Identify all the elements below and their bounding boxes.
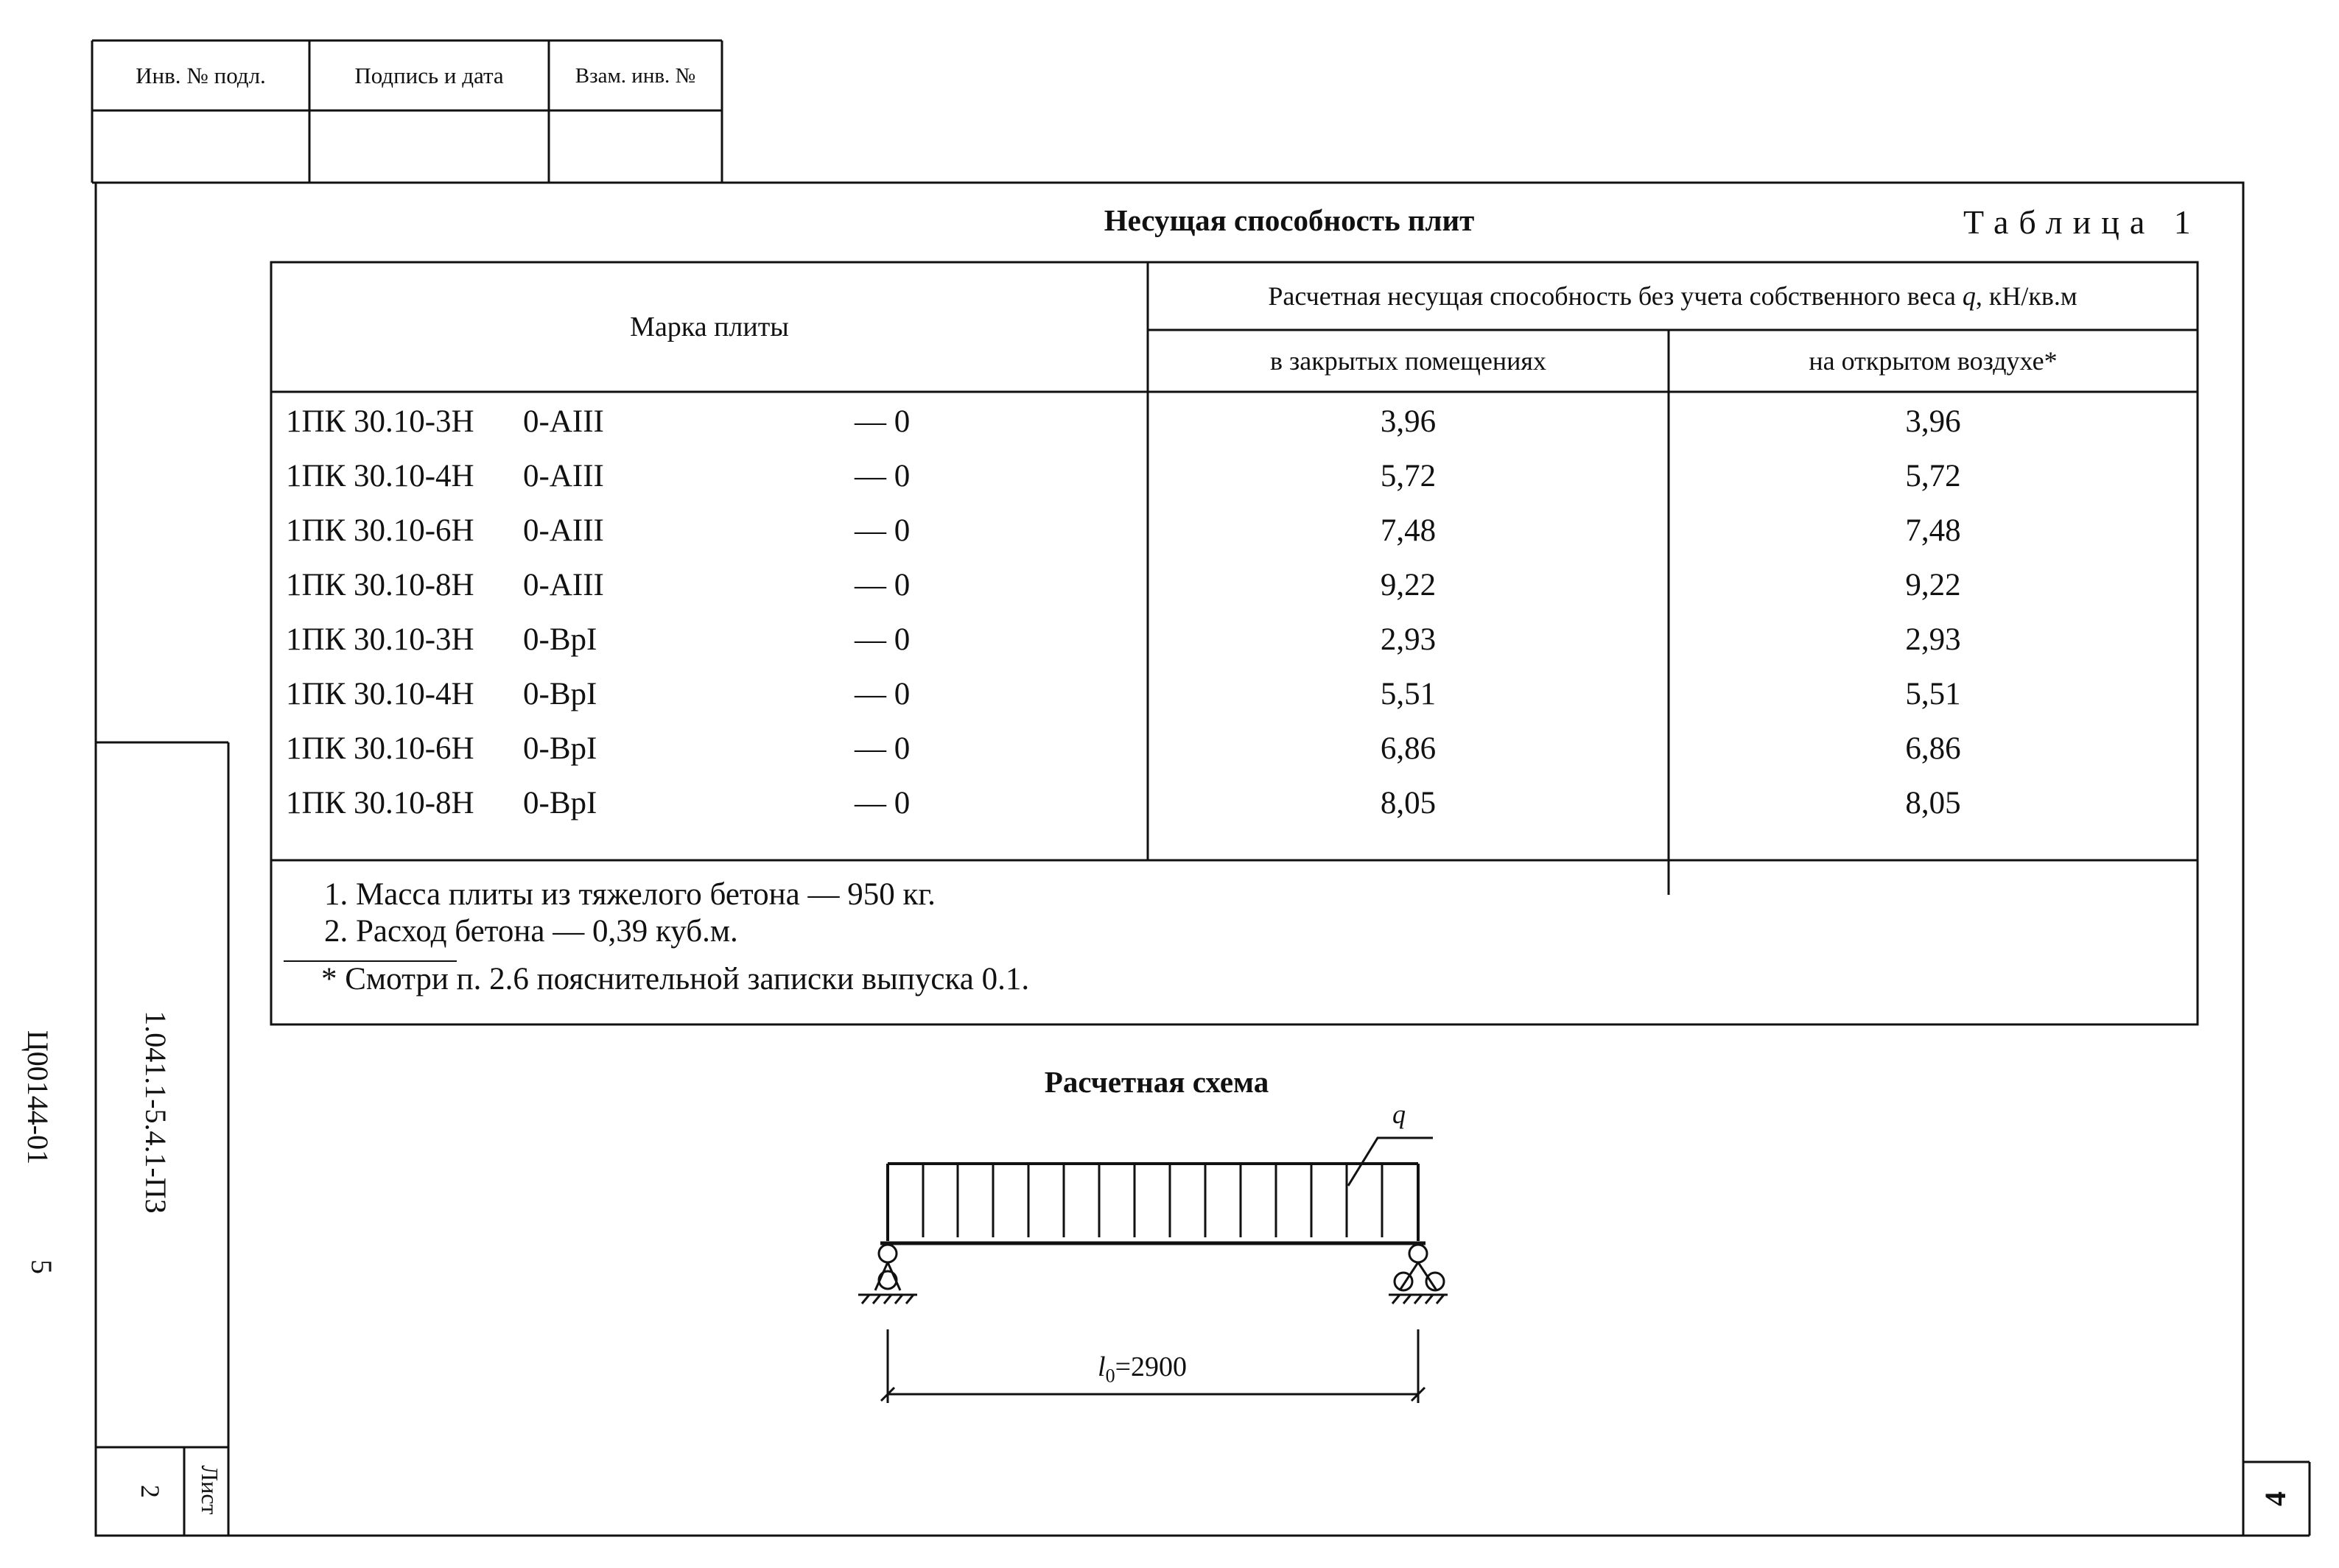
archive-code: Ц00144-01 [21, 1030, 55, 1165]
row-open-value: 6,86 [1905, 731, 1961, 766]
span-var: l [1098, 1351, 1106, 1382]
row-steel: 0-АIII [523, 513, 604, 548]
row-mark: 1ПК 30.10-6Н [286, 731, 474, 766]
note-concrete: 2. Расход бетона — 0,39 куб.м. [324, 914, 738, 949]
row-suffix: — 0 [855, 568, 911, 602]
replace-inv-label: Взам. инв. № [575, 63, 696, 88]
row-steel: 0-АIII [523, 404, 604, 439]
row-closed-value: 2,93 [1380, 622, 1437, 657]
row-steel: 0-ВрI [523, 677, 597, 711]
row-suffix: — 0 [855, 622, 911, 657]
table-title: Несущая способность плит [1104, 203, 1475, 237]
row-open-value: 7,48 [1905, 513, 1961, 548]
row-open-value: 5,72 [1905, 459, 1961, 493]
row-closed-value: 8,05 [1380, 786, 1437, 820]
row-suffix: — 0 [855, 404, 911, 439]
scheme-title: Расчетная схема [1044, 1065, 1269, 1099]
row-open-value: 9,22 [1905, 568, 1961, 602]
row-mark: 1ПК 30.10-6Н [286, 513, 474, 548]
row-mark: 1ПК 30.10-3Н [286, 622, 474, 657]
doc-code: 1.041.1-5.4.1-ПЗ [139, 1010, 172, 1214]
sheet-label: Лист [197, 1465, 223, 1515]
row-suffix: — 0 [855, 459, 911, 493]
header-closed: в закрытых помещениях [1270, 346, 1546, 376]
load-leader [1348, 1138, 1433, 1186]
header-capacity-unit: , кН/кв.м [1975, 281, 2077, 311]
row-open-value: 3,96 [1905, 404, 1961, 439]
row-closed-value: 5,72 [1380, 459, 1437, 493]
header-capacity-var: q [1962, 281, 1976, 311]
row-steel: 0-ВрI [523, 786, 597, 820]
sign-date-label: Подпись и дата [354, 63, 504, 88]
right-support [1389, 1245, 1448, 1304]
load-label: q [1392, 1100, 1406, 1129]
span-sub: 0 [1105, 1365, 1115, 1387]
row-mark: 1ПК 30.10-4Н [286, 677, 474, 711]
row-mark: 1ПК 30.10-8Н [286, 786, 474, 820]
header-capacity-text: Расчетная несущая способность без учета собственного веса [1268, 281, 1956, 311]
row-mark: 1ПК 30.10-8Н [286, 568, 474, 602]
inv-label: Инв. № подл. [136, 63, 266, 88]
row-closed-value: 6,86 [1380, 731, 1437, 766]
header-open: на открытом воздухе* [1809, 346, 2058, 376]
row-suffix: — 0 [855, 786, 911, 820]
row-steel: 0-ВрI [523, 622, 597, 657]
row-closed-value: 5,51 [1380, 677, 1437, 711]
row-mark: 1ПК 30.10-3Н [286, 404, 474, 439]
table-number: Таблица 1 [1963, 203, 2201, 241]
row-steel: 0-ВрI [523, 731, 597, 766]
distributed-load [888, 1164, 1418, 1241]
row-steel: 0-АIII [523, 568, 604, 602]
row-suffix: — 0 [855, 513, 911, 548]
row-suffix: — 0 [855, 677, 911, 711]
span-label [1098, 1351, 1187, 1388]
row-closed-value: 7,48 [1380, 513, 1437, 548]
archive-page: 5 [25, 1259, 58, 1274]
row-open-value: 8,05 [1905, 786, 1961, 820]
left-support [858, 1245, 917, 1304]
row-steel: 0-АIII [523, 459, 604, 493]
row-open-value: 5,51 [1905, 677, 1961, 711]
row-open-value: 2,93 [1905, 622, 1961, 657]
page-number: 4 [2259, 1491, 2292, 1506]
row-closed-value: 9,22 [1380, 568, 1437, 602]
header-mark: Марка плиты [630, 312, 789, 342]
sheet-number: 2 [136, 1485, 165, 1498]
footnote: * Смотри п. 2.6 пояснительной записки выпуска 0.1. [321, 962, 1030, 996]
row-mark: 1ПК 30.10-4Н [286, 459, 474, 493]
row-suffix: — 0 [855, 731, 911, 766]
note-mass: 1. Масса плиты из тяжелого бетона — 950 кг. [324, 877, 936, 912]
span-value: =2900 [1115, 1351, 1187, 1382]
row-closed-value: 3,96 [1380, 404, 1437, 439]
